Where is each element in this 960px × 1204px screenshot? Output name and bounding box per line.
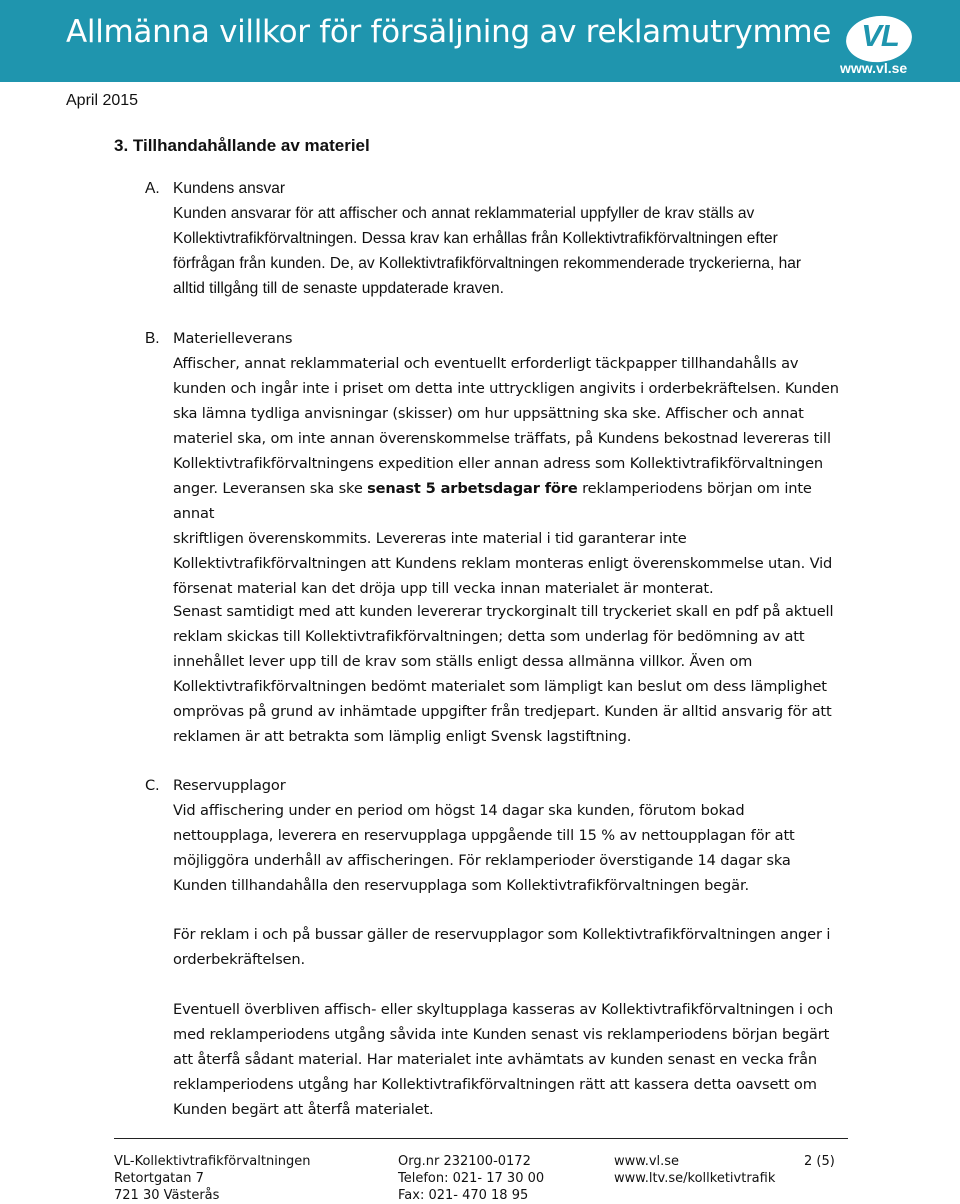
footer-address	[114, 1153, 311, 1204]
paragraph-line: nettoupplaga, leverera en reservupplaga uppgående till 15 % av nettoupplagan för att	[173, 827, 795, 844]
footer-link-ltv[interactable]: www.ltv.se/kollketivtrafik	[614, 1171, 776, 1186]
section-b-line: Kollektivtrafikförvaltningen att Kundens reklam monteras enligt överenskommelse utan. Vid	[173, 555, 833, 572]
section-a	[145, 176, 873, 301]
paragraph-line: omprövas på grund av inhämtade uppgifter från tredjepart. Kunden är alltid ansvarig för att	[173, 703, 832, 720]
section-b	[145, 326, 853, 601]
page-number: 2 (5)	[804, 1154, 835, 1169]
section-c-heading: Reservupplagor	[173, 777, 286, 794]
paragraph-line: med reklamperiodens utgång såvida inte Kunden senast vis reklamperiodens början begärt	[173, 1026, 830, 1043]
paragraph-line: reklamperiodens utgång har Kollektivtrafikförvaltningen rätt att kassera detta oavsett om	[173, 1076, 817, 1093]
footer-web	[614, 1153, 775, 1187]
section-b-letter: B.	[145, 330, 160, 347]
paragraph-line: att återfå sådant material. Har materialet inte avhämtats av kunden senast en vecka från	[173, 1051, 818, 1068]
paragraph-line: Kunden tillhandahålla den reservupplaga som Kollektivtrafikförvaltningen begär.	[173, 877, 749, 894]
section-b-line: ska lämna tydliga anvisningar (skisser) om hur uppsättning ska ske. Affischer och annat	[173, 405, 804, 422]
logo-text: VL	[861, 18, 899, 53]
paragraph-line: För reklam i och på bussar gäller de reservupplagor som Kollektivtrafikförvaltningen anger i	[173, 926, 831, 943]
paragraph-line: Eventuell överbliven affisch- eller skyltupplaga kasseras av Kollektivtrafikförvaltningen i och	[173, 1001, 834, 1018]
paragraph-line: orderbekräftelsen.	[173, 951, 305, 968]
vl-logo[interactable]	[836, 8, 926, 78]
document-date: April 2015	[66, 92, 139, 109]
section-b-heading: Materielleverans	[173, 330, 293, 347]
paragraph-line: Kunden begärt att återfå materialet.	[173, 1101, 434, 1118]
paragraph-line: Senast samtidigt med att kunden levererar tryckorginalt till tryckeriet skall en pdf på aktuell	[173, 603, 834, 620]
paragraph-line: innehållet lever upp till de krav som ställs enligt dessa allmänna villkor. Även om	[173, 653, 753, 670]
section-a-line: förfrågan från kunden. De, av Kollektivtrafikförvaltningen rekommenderade tryckerierna, har	[173, 255, 802, 272]
footer-org-name: VL-Kollektivtrafikförvaltningen	[114, 1154, 311, 1169]
section-b-line: kunden och ingår inte i priset om detta inte uttryckligen angivits i orderbekräftelsen. Kunden	[173, 380, 839, 397]
section-b-line: skriftligen överenskommits. Levereras inte material i tid garanterar inte	[173, 530, 687, 547]
text-span: reklamperiodens början om inte annat	[173, 480, 812, 522]
paragraph-line: möjliggöra underhåll av affischeringen. För reklamperioder överstigande 14 dagar ska	[173, 852, 791, 869]
section-a-letter: A.	[145, 180, 160, 197]
section-b-line: materiel ska, om inte annan överenskommelse träffats, på Kundens bekostnad levereras till	[173, 430, 831, 447]
section-title: 3. Tillhandahållande av materiel	[114, 136, 370, 155]
footer-street: Retortgatan 7	[114, 1171, 204, 1186]
section-b-paragraph-2	[173, 599, 853, 749]
footer-phone: Telefon: 021- 17 30 00	[398, 1171, 545, 1186]
section-b-line: Kollektivtrafikförvaltningens expedition eller annan adress som Kollektivtrafikförvaltningen	[173, 455, 824, 472]
footer-link-vl[interactable]: www.vl.se	[614, 1154, 680, 1169]
text-span: anger. Leveransen ska ske	[173, 480, 368, 497]
paragraph-line: Vid affischering under en period om högst 14 dagar ska kunden, förutom bokad	[173, 802, 745, 819]
paragraph-line: reklam skickas till Kollektivtrafikförvaltningen; detta som underlag för bedömning av att	[173, 628, 805, 645]
deadline-emphasis: senast 5 arbetsdagar före	[367, 480, 578, 497]
footer-org-number: Org.nr 232100-0172	[398, 1154, 531, 1169]
logo-url: www.vl.se	[840, 60, 908, 76]
section-c-paragraph-3	[173, 997, 853, 1122]
section-c-paragraph-2	[173, 922, 853, 972]
section-a-line: Kollektivtrafikförvaltningen. Dessa krav kan erhållas från Kollektivtrafikförvaltningen efter	[173, 230, 778, 247]
paragraph-line: Kollektivtrafikförvaltningen bedömt materialet som lämpligt kan beslut om dess lämplighet	[173, 678, 827, 695]
section-c	[145, 773, 853, 898]
section-a-heading: Kundens ansvar	[173, 180, 286, 197]
footer-fax: Fax: 021- 470 18 95	[398, 1188, 529, 1203]
page-footer	[114, 1138, 848, 1203]
section-c-letter: C.	[145, 777, 160, 794]
section-a-line: Kunden ansvarar för att affischer och annat reklammaterial uppfyller de krav ställs av	[173, 205, 755, 222]
section-b-line	[173, 476, 853, 526]
section-b-line: Affischer, annat reklammaterial och eventuellt erforderligt täckpapper tillhandahålls av	[173, 355, 799, 372]
section-b-line: försenat material kan det dröja upp till vecka innan materialet är monterat.	[173, 580, 714, 597]
footer-city: 721 30 Västerås	[114, 1188, 220, 1203]
paragraph-line: reklamen är att betrakta som lämplig enligt Svensk lagstiftning.	[173, 728, 632, 745]
header-banner	[0, 0, 960, 82]
section-a-line: alltid tillgång till de senaste uppdaterade kraven.	[173, 280, 504, 297]
document-title: Allmänna villkor för försäljning av reklamutrymme	[66, 14, 832, 50]
footer-contact	[398, 1153, 544, 1204]
